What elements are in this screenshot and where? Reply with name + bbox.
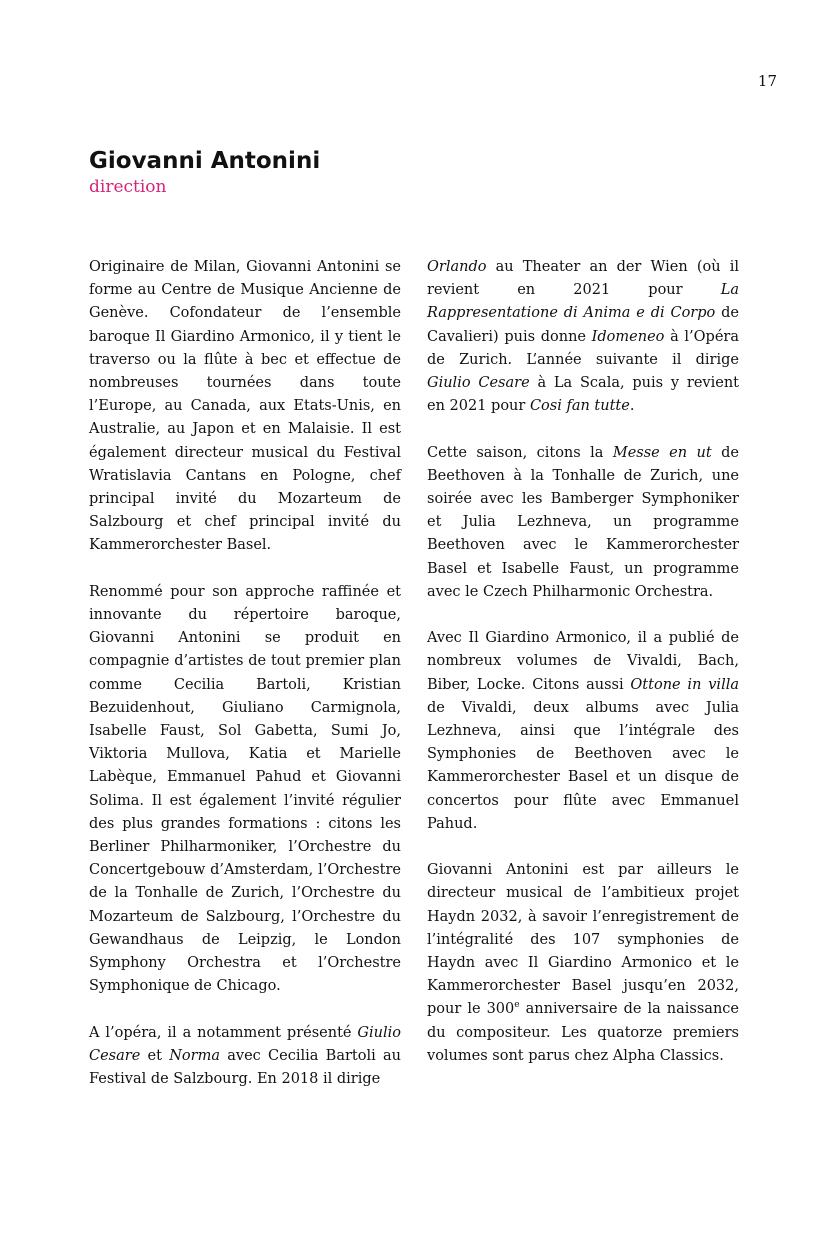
text-segment: et: [140, 1047, 170, 1064]
text-segment: de Vivaldi, deux albums avec Julia Lezhneva, ainsi que l’intégrale des Symphonies de Beethoven avec le Kammerorchester Basel et un disque de concertos pour flûte avec Emmanuel Pahud.: [427, 699, 739, 832]
text-segment: de Cavalieri) puis donne: [427, 305, 739, 345]
text-segment: à La Scala, puis y revient en 2021 pour: [427, 375, 739, 415]
text-segment: anniversaire de la naissance du compositeur. Les quatorze premiers volumes sont parus chez Alpha Classics.: [427, 1001, 739, 1064]
text-segment: de Beethoven à la Tonhalle de Zurich, une soirée avec les Bamberger Symphoniker et Julia Lezhneva, un programme Beethoven avec le Kammerorchester Basel et Isabelle Faust, un programme avec le Czech Philharmonic Orchestra.: [427, 444, 739, 600]
bio-paragraph-2: Renommé pour son approche raffinée et innovante du répertoire baroque, Giovanni Antonini se produit en compagnie d’artistes de tout premier plan comme Cecilia Bartoli, Kristian Bezuidenhout, Giuliano Carmignola, Isabelle Faust, Sol Gabetta, Sumi Jo, Viktoria Mullova, Katia et Marielle Labèque, Emmanuel Pahud et Giovanni Solima. Il est également l’invité régulier des plus grandes formations : citons les Berliner Philharmoniker, l’Orchestre du Concertgebouw d’Amsterdam, l’Orchestre de la Tonhalle de Zurich, l’Orchestre du Mozarteum de Salzbourg, l’Orchestre du Gewandhaus de Leipzig, le London Symphony Orchestra et l’Orchestre Symphonique de Chicago.: [89, 583, 401, 995]
artist-name: Giovanni Antonini: [89, 148, 321, 174]
text-segment: Cette saison, citons la: [427, 444, 613, 461]
work-title: Cosi fan tutte: [529, 398, 630, 415]
text-segment: Giovanni Antonini est par ailleurs le directeur musical de l’ambitieux projet Haydn 2032, à savoir l’enregistrement de l’intégralité des 107 symphonies de Haydn avec Il Giardino Armonico et le Kammerorchester Basel jusqu’en 2032, pour le 300: [427, 862, 739, 1018]
text-segment: Avec Il Giardino Armonico, il a publié de nombreux volumes de Vivaldi, Bach, Biber, Locke. Citons aussi: [427, 630, 739, 693]
text-segment: à l’Opéra de Zurich. L’année suivante il dirige: [427, 328, 739, 368]
text-segment: .: [629, 398, 635, 415]
text-segment: A l’opéra, il a notamment présenté: [89, 1024, 358, 1041]
work-title: Ottone in villa: [630, 676, 739, 693]
bio-paragraph-7: [427, 859, 739, 1068]
left-column: [89, 256, 401, 1114]
work-title: Messe en ut: [612, 444, 712, 461]
page-number: 17: [757, 72, 777, 90]
right-column: [427, 256, 739, 1091]
text-segment: avec Cecilia Bartoli au Festival de Salzbourg. En 2018 il dirige: [89, 1047, 401, 1088]
work-title: Idomeneo: [591, 328, 665, 345]
work-title: Norma: [169, 1047, 220, 1064]
work-title: Giulio Cesare: [427, 375, 530, 392]
bio-paragraph-3: [89, 1022, 401, 1092]
work-title: La Rappresentatione di Anima e di Corpo: [427, 282, 739, 322]
bio-paragraph-1: Originaire de Milan, Giovanni Antonini se forme au Centre de Musique Ancienne de Genève. Cofondateur de l’ensemble baroque Il Giardino Armonico, il y tient le traverso ou la flûte à bec et effectue de nombreuses tournées dans toute l’Europe, au Canada, aux Etats-Unis, en Australie, au Japon et en Malaisie. Il est également directeur musical du Festival Wratislavia Cantans en Pologne, chef principal invité du Mozarteum de Salzbourg et chef principal invité du Kammerorchester Basel.: [89, 259, 401, 554]
artist-role: direction: [89, 177, 167, 197]
text-segment: au Theater an der Wien (où il revient en 2021 pour: [427, 259, 739, 299]
superscript: e: [514, 1000, 520, 1011]
work-title: Giulio Cesare: [89, 1024, 401, 1064]
work-title: Orlando: [427, 259, 487, 275]
bio-paragraph-5: [427, 442, 739, 604]
bio-paragraph-6: [427, 627, 739, 836]
article-header: [89, 146, 320, 198]
bio-paragraph-4: [427, 256, 739, 418]
